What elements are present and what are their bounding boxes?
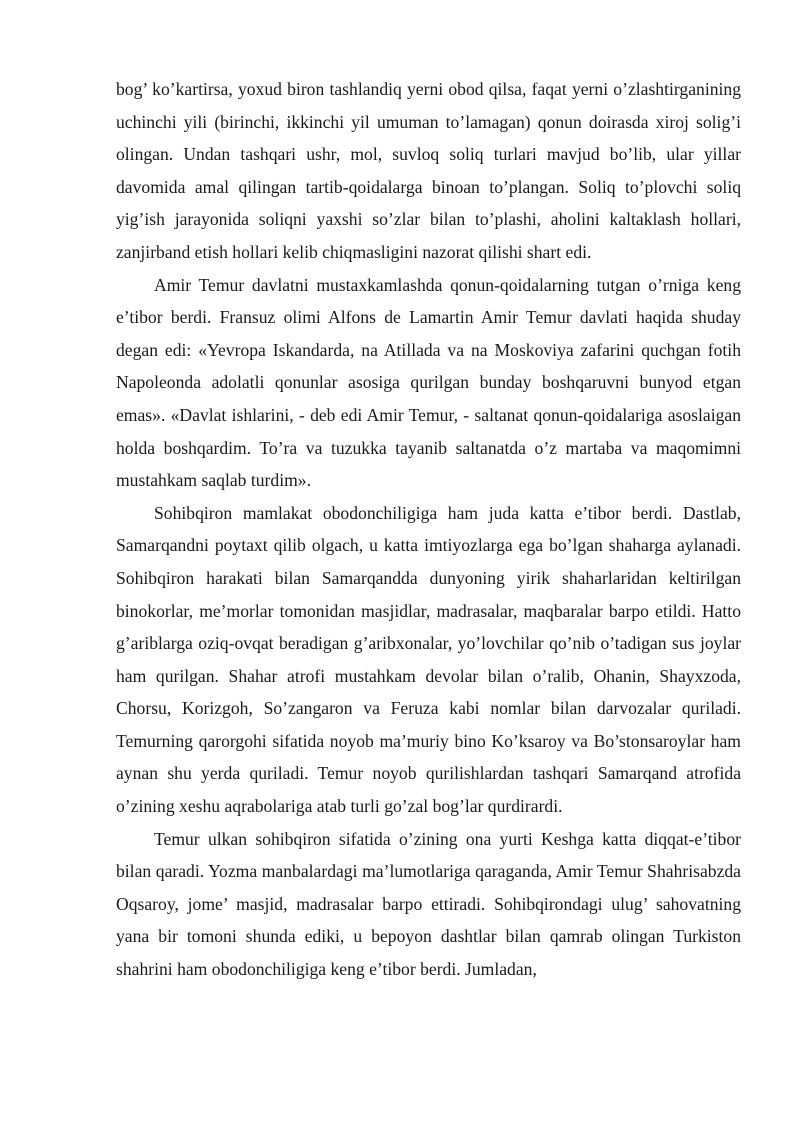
- paragraph-1: bog’ ko’kartirsa, yoxud biron tashlandiq yerni obod qilsa, faqat yerni o’zlashtirganining uchinchi yili (birinchi, ikkinchi yil umuman to’lamagan) qonun doirasda xiroj solig’i olingan. Undan tashqari ushr, mol, suvloq soliq turlari mavjud bo’lib, ular yillar davomida amal qilingan tartib-qoidalarga binoan to’plangan. Soliq to’plovchi soliq yig’ish jarayonida soliqni yaxshi so’zlar bilan to’plashi, aholini kaltaklash hollari, zanjirband etish hollari kelib chiqmasligini nazorat qilishi shart edi.: [116, 79, 741, 262]
- paragraph-3: Sohibqiron mamlakat obodonchiligiga ham juda katta e’tibor berdi. Dastlab, Samarqandni poytaxt qilib olgach, u katta imtiyozlarga ega bo’lgan shaharga aylanadi. Sohibqiron harakati bilan Samarqandda dunyoning yirik shaharlaridan keltirilgan binokorlar, me’morlar tomonidan masjidlar, madrasalar, maqbaralar barpo etildi. Hatto g’ariblarga oziq-ovqat beradigan g’aribxonalar, yo’lovchilar qo’nib o’tadigan sus joylar ham qurilgan. Shahar atrofi mustahkam devolar bilan o’ralib, Ohanin, Shayxzoda, Chorsu, Korizgoh, So’zangaron va Feruza kabi nomlar bilan darvozalar quriladi. Temurning qarorgohi sifatida noyob ma’muriy bino Ko’ksaroy va Bo’stonsaroylar ham aynan shu yerda quriladi. Temur noyob qurilishlardan tashqari Samarqand atrofida o’zining xeshu aqrabolariga atab turli go’zal bog’lar qurdirardi.: [116, 502, 741, 817]
- paragraph-4: Temur ulkan sohibqiron sifatida o’zining ona yurti Keshga katta diqqat-e’tibor bilan qaradi. Yozma manbalardagi ma’lumotlariga qaraganda, Amir Temur Shahrisabzda Oqsaroy, jome’ masjid, madrasalar barpo ettiradi. Sohibqirondagi ulug’ sahovatning yana bir tomoni shunda ediki, u bepoyon dashtlar bilan qamrab olingan Turkiston shahrini ham obodonchiligiga keng e’tibor berdi. Jumladan,: [116, 828, 741, 980]
- document-body: [116, 73, 741, 986]
- paragraph-2: Amir Temur davlatni mustaxkamlashda qonun-qoidalarning tutgan o’rniga keng e’tibor berdi. Fransuz olimi Alfons de Lamartin Amir Temur davlati haqida shuday degan edi: «Yevropa Iskandarda, na Atillada va na Moskoviya zafarini quchgan fotih Napoleonda adolatli qonunlar asosiga qurilgan bunday boshqaruvni bunyod etgan emas». «Davlat ishlarini, - deb edi Amir Temur, - saltanat qonun-qoidalariga asoslaigan holda boshqardim. To’ra va tuzukka tayanib saltanatda o’z martaba va maqomimni mustahkam saqlab turdim».: [116, 274, 741, 491]
